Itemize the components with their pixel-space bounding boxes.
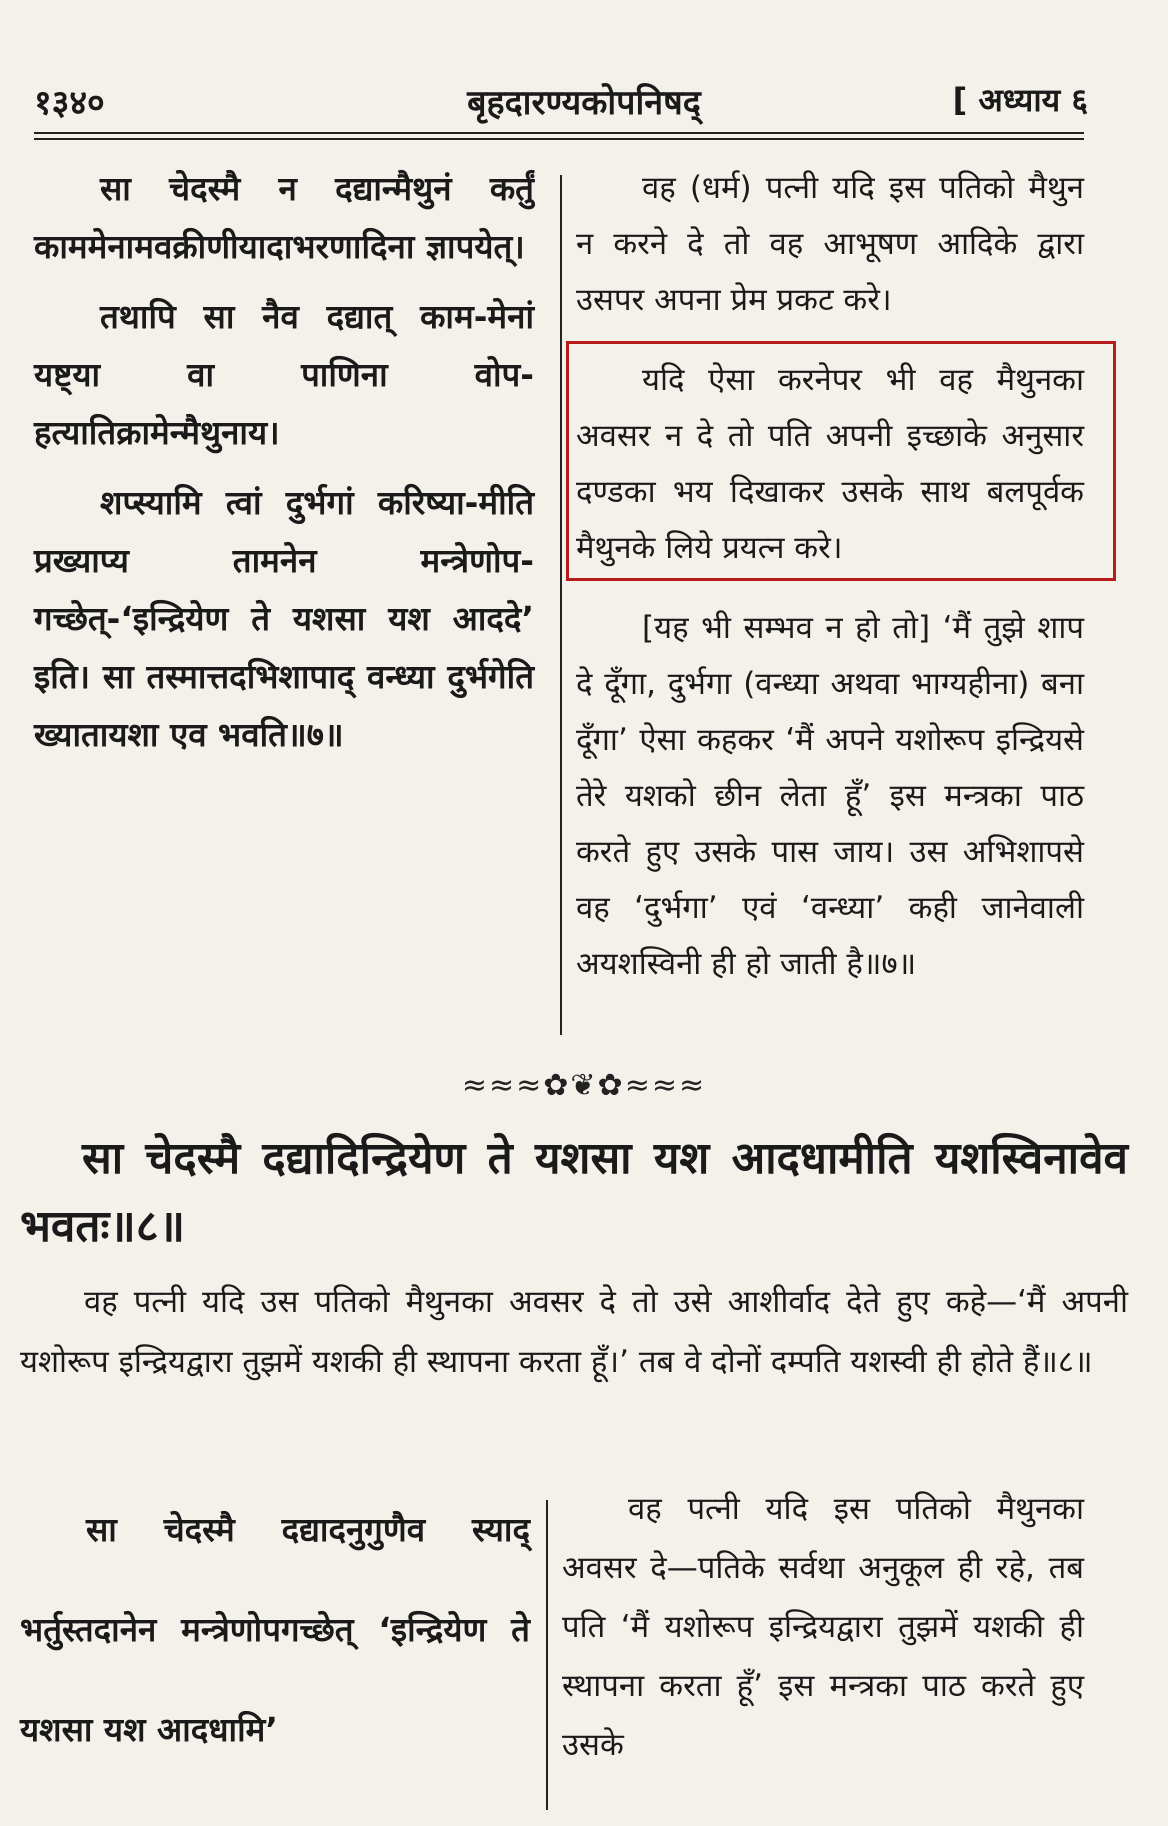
hindi-para-top: वह (धर्म) पत्नी यदि इस पतिको मैथुन न करने दे तो वह आभूषण आदिके द्वारा उसपर अपना प्रेम प्रकट करे। [576,170,1084,318]
hindi-column-3 [562,1480,1084,1775]
highlight-box [566,341,1116,581]
sanskrit-column-3 [20,1480,530,1780]
header-rule [34,132,1084,134]
sanskrit-verse-7: शप्स्यामि त्वां दुर्भगां करिष्या-मीति प्रख्याप्य तामनेन मन्त्रेणोप-गच्छेत्-‘इन्द्रियेण ते यशसा यश आददे’ इति। सा तस्मात्तदभिशापाद् वन्ध्या दुर्भगेति ख्यातायशा एव भवति॥७॥ [34,483,534,754]
column-divider [560,175,562,1035]
book-title: बृहदारण्यकोपनिषद् [467,83,701,123]
sanskrit-verse-9: सा चेदस्मै दद्यादनुगुणैव स्याद् भर्तुस्तदानेन मन्त्रेणोपगच्छेत् ‘इन्द्रियेण ते यशसा यश आदधामि’ [20,1510,530,1749]
chapter-label: [ अध्याय ६ [952,81,1088,119]
mantra-8: सा चेदस्मै दद्यादिन्द्रियेण ते यशसा यश आदधामीति यशस्विनावेव भवतः॥८॥ [20,1133,1128,1252]
hindi-para-9: वह पत्नी यदि इस पतिको मैथुनका अवसर दे—पतिके सर्वथा अनुकूल ही रहे, तब पति ‘मैं यशोरूप इन्द्रियद्वारा तुझमें यशकी ही स्थापना करता हूँ’ इस मन्त्रका पाठ करते हुए उसके [562,1491,1084,1763]
hindi-para-highlighted: यदि ऐसा करनेपर भी वह मैथुनका अवसर न दे तो पति अपनी इच्छाके अनुसार दण्डका भय दिखाकर उसके साथ बलपूर्वक मैथुनके लिये प्रयत्न करे। [576,362,1084,566]
sanskrit-column-1 [34,160,534,764]
page-number: १३४० [34,83,105,123]
hindi-para-bottom: [यह भी सम्भव न हो तो] ‘मैं तुझे शाप दे दूँगा, दुर्भगा (वन्ध्या अथवा भाग्यहीना) बना दूँगा’ ऐसा कहकर ‘मैं अपने यशोरूप इन्द्रियसे तेरे यशको छीन लेता हूँ’ इस मन्त्रका पाठ करते हुए उसके पास जाय। उस अभिशापसे वह ‘दुर्भगा’ एवं ‘वन्ध्या’ कही जानेवाली अयशस्विनी ही हो जाती है॥७॥ [576,610,1084,982]
sanskrit-verse-6b: तथापि सा नैव दद्यात् काम-मेनां यष्ट्या वा पाणिना वोप-हत्यातिक्रामेन्मैथुनाय। [34,297,534,452]
translation-8: वह पत्नी यदि उस पतिको मैथुनका अवसर दे तो उसे आशीर्वाद देते हुए कहे—‘मैं अपनी यशोरूप इन्द्रियद्वारा तुझमें यशकी ही स्थापना करता हूँ।’ तब वे दोनों दम्पति यशस्वी ही होते हैं॥८॥ [20,1284,1128,1380]
column-divider-2 [546,1500,548,1810]
sanskrit-verse-6a: सा चेदस्मै न दद्यान्मैथुनं कर्तुं काममेनामवक्रीणीयादाभरणादिना ज्ञापयेत्। [34,169,534,266]
ornament-divider: ≈≈≈✿❦✿≈≈≈ [461,1068,707,1103]
header-rule-double [34,138,1084,140]
